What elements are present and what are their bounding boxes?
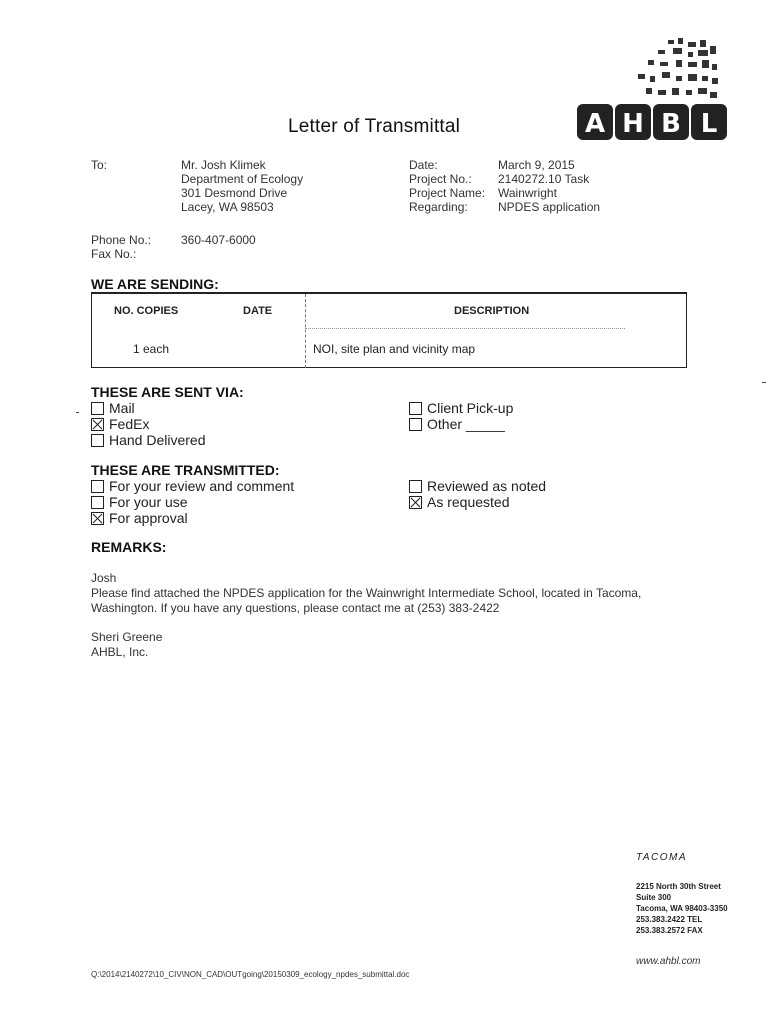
office-address — [636, 881, 728, 936]
checkbox-other[interactable] — [409, 416, 513, 432]
checkbox-label: As requested — [427, 494, 510, 510]
row-copies: 1 each — [133, 342, 170, 356]
signature-company: AHBL, Inc. — [91, 645, 149, 659]
sent-via-right — [409, 400, 513, 432]
checkbox-label: Hand Delivered — [109, 432, 206, 448]
checkbox-box-checked[interactable] — [91, 512, 104, 525]
checkbox-label: Client Pick-up — [427, 400, 514, 416]
file-path: Q:\2014\2140272\10_CIV\NON_CAD\OUTgoing\20150309_ecology_npdes_submittal.doc — [91, 970, 410, 979]
phone-label: Phone No.: — [91, 233, 152, 247]
to-label: To: — [91, 158, 108, 172]
checkbox-your-use[interactable] — [91, 494, 294, 510]
transmitted-right — [409, 478, 546, 510]
recipient-line: Department of Ecology — [181, 172, 304, 186]
checkbox-box-checked[interactable] — [409, 496, 422, 509]
signature-block — [91, 630, 162, 660]
phone-fax-labels — [91, 233, 151, 261]
scan-mark — [76, 412, 79, 413]
document-title: Letter of Transmittal — [288, 116, 461, 137]
checkbox-label: Reviewed as noted — [427, 478, 547, 494]
checkbox-box[interactable] — [91, 480, 104, 493]
project-no-value: 2140272.10 Task — [498, 172, 590, 186]
signature-name: Sheri Greene — [91, 630, 163, 644]
checkbox-label: Other _____ — [427, 416, 505, 432]
checkbox-box[interactable] — [409, 402, 422, 415]
logo-letter-a: A — [584, 109, 606, 139]
remarks-line: Josh — [91, 571, 117, 585]
table-row-rule — [305, 328, 625, 329]
sending-table — [91, 292, 687, 368]
office-line: 253.383.2572 FAX — [636, 926, 703, 935]
checkbox-review-comment[interactable] — [91, 478, 294, 494]
remarks-line: Please find attached the NPDES application for the Wainwright Intermediate School, located in Tacoma, — [91, 586, 642, 600]
scan-mark — [762, 382, 766, 383]
checkbox-box[interactable] — [91, 434, 104, 447]
sent-via-heading: THESE ARE SENT VIA: — [91, 384, 244, 400]
checkbox-box[interactable] — [91, 496, 104, 509]
meta-labels — [409, 158, 485, 214]
recipient-line: Mr. Josh Klimek — [181, 158, 266, 172]
checkbox-label: FedEx — [109, 416, 150, 432]
checkbox-approval[interactable] — [91, 510, 294, 526]
date-label: Date: — [409, 158, 438, 172]
meta-values — [498, 158, 600, 214]
recipient-line: Lacey, WA 98503 — [181, 200, 274, 214]
copies-header: NO. COPIES — [114, 305, 179, 317]
checkbox-box-checked[interactable] — [91, 418, 104, 431]
sent-via-left — [91, 400, 206, 448]
phone-fax-values — [181, 233, 256, 247]
recipient-address — [181, 158, 303, 214]
checkbox-box[interactable] — [91, 402, 104, 415]
logo-letter-l: L — [700, 109, 718, 139]
transmitted-heading: THESE ARE TRANSMITTED: — [91, 462, 280, 478]
office-city: TACOMA — [636, 852, 688, 863]
project-name-label: Project Name: — [409, 186, 486, 200]
checkbox-mail[interactable] — [91, 400, 206, 416]
phone-value: 360-407-6000 — [181, 233, 256, 247]
checkbox-hand-delivered[interactable] — [91, 432, 206, 448]
regarding-label: Regarding: — [409, 200, 468, 214]
recipient-line: 301 Desmond Drive — [181, 186, 288, 200]
office-line: 253.383.2422 TEL — [636, 915, 703, 924]
office-line: Tacoma, WA 98403-3350 — [636, 904, 728, 913]
checkbox-client-pickup[interactable] — [409, 400, 513, 416]
logo-letter-b: B — [661, 109, 681, 139]
office-line: Suite 300 — [636, 893, 672, 902]
checkbox-label: For approval — [109, 510, 188, 526]
description-header: DESCRIPTION — [454, 305, 530, 317]
remarks-body — [91, 571, 711, 616]
checkbox-label: For your review and comment — [109, 478, 295, 494]
project-name-value: Wainwright — [498, 186, 557, 200]
date-header: DATE — [243, 305, 273, 317]
checkbox-label: Mail — [109, 400, 135, 416]
regarding-value: NPDES application — [498, 200, 601, 214]
remarks-line: Washington. If you have any questions, please contact me at (253) 383-2422 — [91, 601, 500, 615]
checkbox-as-requested[interactable] — [409, 494, 546, 510]
office-line: 2215 North 30th Street — [636, 882, 721, 891]
office-block — [636, 852, 728, 936]
checkbox-reviewed-noted[interactable] — [409, 478, 546, 494]
fax-label: Fax No.: — [91, 247, 137, 261]
ahbl-logo — [577, 102, 727, 142]
checkbox-label: For your use — [109, 494, 188, 510]
checkbox-fedex[interactable] — [91, 416, 206, 432]
transmitted-left — [91, 478, 294, 526]
sending-heading: WE ARE SENDING: — [91, 276, 219, 292]
checkbox-box[interactable] — [409, 480, 422, 493]
project-no-label: Project No.: — [409, 172, 472, 186]
logo-texture-graphic — [628, 38, 720, 108]
row-description: NOI, site plan and vicinity map — [313, 342, 476, 356]
checkbox-box[interactable] — [409, 418, 422, 431]
logo-letter-h: H — [622, 109, 644, 139]
website-link[interactable]: www.ahbl.com — [636, 956, 701, 967]
remarks-heading: REMARKS: — [91, 539, 167, 555]
date-value: March 9, 2015 — [498, 158, 575, 172]
table-divider — [305, 294, 306, 368]
